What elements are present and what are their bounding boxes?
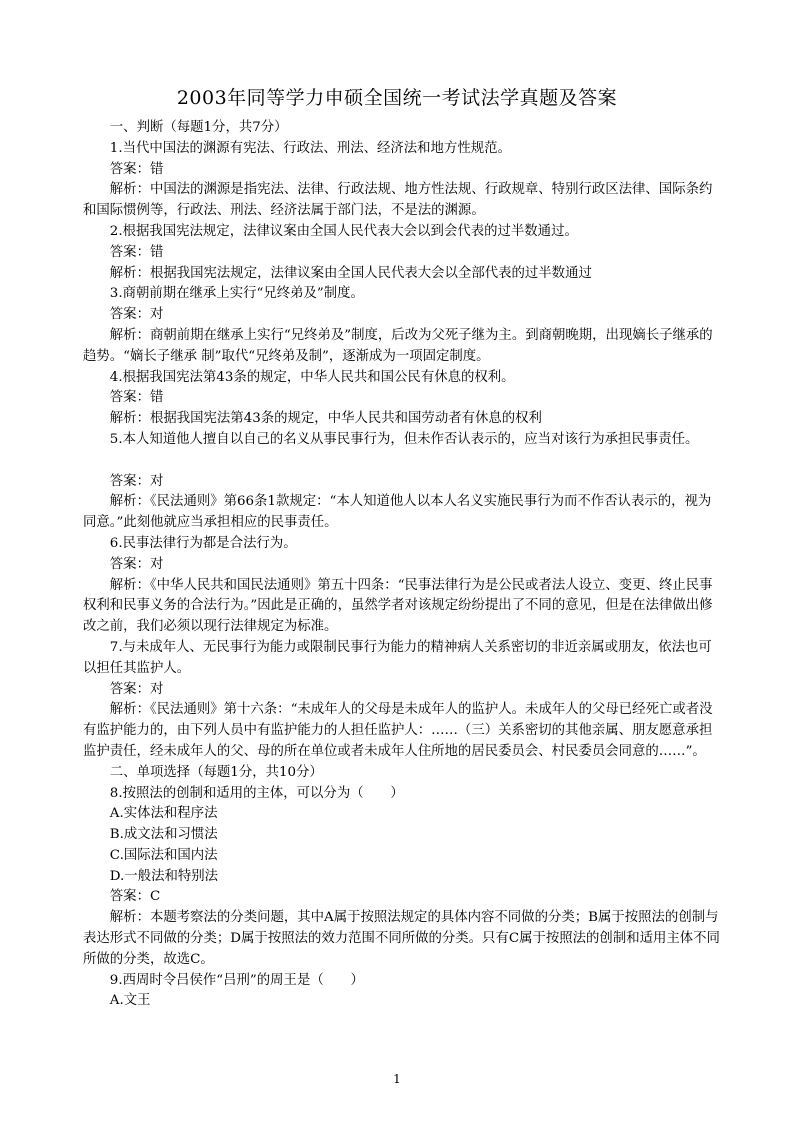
explanation-1: 解析：中国法的渊源是指宪法、法律、行政法规、地方性法规、行政规章、特别行政区法律、国际条约和国际惯例等，行政法、刑法、经济法属于部门法，不是法的渊源。 [83, 182, 713, 219]
explanation-5: 解析：《民法通则》第66条1款规定：“本人知道他人以本人名义实施民事行为而不作否认表示的，视为同意。”此刻他就应当承担相应的民事责任。 [83, 494, 712, 531]
answer-5: 答案：对 [109, 473, 164, 489]
answer-1: 答案：错 [109, 161, 164, 177]
answer-6: 答案：对 [109, 556, 164, 572]
question-9: 9.西周时令吕侯作“吕刑”的周王是（ ） [109, 972, 364, 988]
section-heading-judgment: 一、判断（每题1分，共7分） [109, 120, 288, 135]
question-2: 2.根据我国宪法规定，法律议案由全国人民代表大会以到会代表的过半数通过。 [109, 223, 578, 239]
document-title: 2003年同等学力申硕全国统一考试法学真题及答案 [176, 87, 618, 109]
answer-4: 答案：错 [109, 390, 164, 406]
option-8a: A.实体法和程序法 [109, 806, 218, 822]
explanation-8: 解析：本题考察法的分类问题，其中A属于按照法规定的具体内容不同做的分类；B属于按照法的创制与表达形式不同做的分类；D属于按照法的效力范围不同所做的分类。只有C属于按照法的创制和适用主体不同所做的分类，故选C。 [83, 910, 720, 967]
question-1: 1.当代中国法的渊源有宪法、行政法、刑法、经济法和地方性规范。 [109, 140, 511, 156]
answer-8: 答案：C [109, 889, 161, 905]
page-number: 1 [393, 1072, 401, 1086]
explanation-7: 解析：《民法通则》第十六条：“未成年人的父母是未成年人的监护人。未成年人的父母已经死亡或者没有监护能力的，由下列人员中有监护能力的人担任监护人：……（三）关系密切的其他亲属、朋友愿意承担监护责任，经未成年人的父、母的所在单位或者未成年人住所地的居民委员会、村民委员会同意的……”。 [83, 702, 713, 759]
question-6: 6.民事法律行为都是合法行为。 [109, 535, 297, 551]
option-8b: B.成文法和习惯法 [109, 827, 218, 843]
answer-3: 答案：对 [109, 307, 164, 323]
question-7: 7.与未成年人、无民事行为能力或限制民事行为能力的精神病人关系密切的非近亲属或朋友，依法也可以担任其监护人。 [83, 639, 712, 676]
explanation-3: 解析：商朝前期在继承上实行“兄终弟及”制度，后改为父死子继为主。到商朝晚期，出现嫡长子继承的趋势。“嫡长子继承 制”取代“兄终弟及制”，逐渐成为一项固定制度。 [83, 327, 713, 364]
question-8: 8.按照法的创制和适用的主体，可以分为（ ） [109, 785, 404, 801]
option-8d: D.一般法和特别法 [109, 868, 219, 884]
question-5: 5.本人知道他人擅自以自己的名义从事民事行为，但未作否认表示的，应当对该行为承担民事责任。 [109, 431, 699, 447]
option-9a: A.文王 [109, 993, 151, 1009]
explanation-6: 解析：《中华人民共和国民法通则》第五十四条：“民事法律行为是公民或者法人设立、变更、终止民事权利和民事义务的合法行为。”因此是正确的，虽然学者对该规定纷纷提出了不同的意见，但是在法律做出修改之前，我们必须以现行法律规定为标准。 [83, 577, 713, 635]
section-heading-single-choice: 二、单项选择（每题1分，共10分） [109, 764, 323, 780]
question-3: 3.商朝前期在继承上实行“兄终弟及”制度。 [109, 286, 364, 302]
option-8c: C.国际法和国内法 [109, 847, 218, 863]
explanation-4: 解析：根据我国宪法第43条的规定，中华人民共和国劳动者有休息的权利 [109, 411, 542, 427]
answer-7: 答案：对 [109, 681, 164, 697]
explanation-2: 解析：根据我国宪法规定，法律议案由全国人民代表大会以全部代表的过半数通过 [109, 265, 592, 281]
question-4: 4.根据我国宪法第43条的规定，中华人民共和国公民有休息的权利。 [109, 369, 515, 385]
answer-2: 答案：错 [109, 244, 164, 260]
document-body [83, 118, 720, 1012]
